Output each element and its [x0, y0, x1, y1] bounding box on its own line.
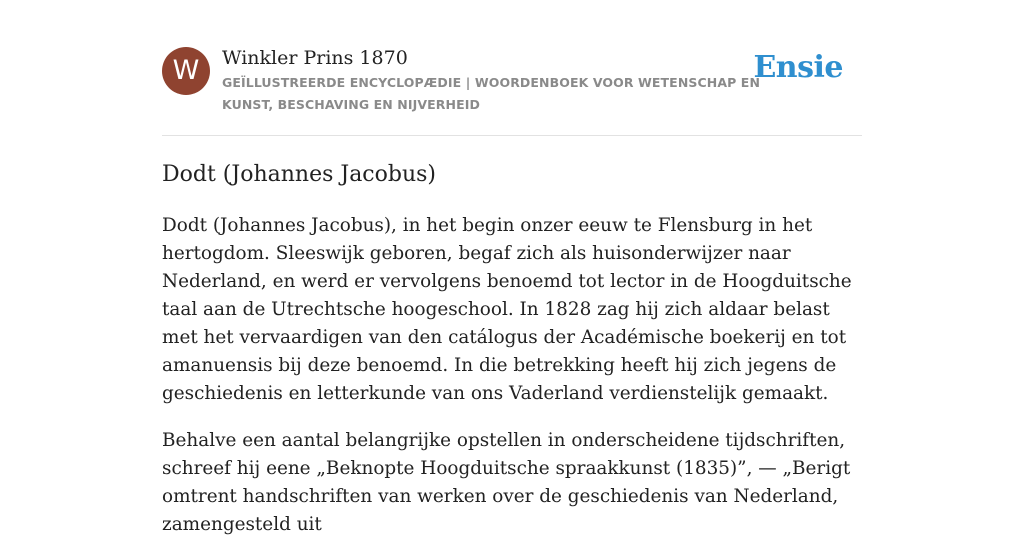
article-title: Dodt (Johannes Jacobus) — [162, 162, 437, 187]
article-paragraph: Behalve een aantal belangrijke opstellen in onderscheidene tijdschriften, schreef hij eene „Beknopte Hoogduitsche spraakkunst (1835)”, — „Berigt omtrent handschriften van werken over de geschiedenis van Nederland, zamengesteld uit — [162, 430, 851, 535]
ensie-logo-link[interactable]: Ensie — [753, 50, 843, 85]
source-title[interactable]: Winkler Prins 1870 — [222, 47, 408, 69]
article-paragraph: Dodt (Johannes Jacobus), in het begin onzer eeuw te Flensburg in het hertogdom. Sleeswijk geboren, begaf zich als huisonderwijzer naar Nederland, en werd er vervolgens benoemd tot lector in de Hoogduitsche taal aan de Utrechtsche hoogeschool. In 1828 zag hij zich aldaar belast met het vervaardigen van den catálogus der Académische boekerij en tot amanuensis bij deze benoemd. In die betrekking heeft hij zich jegens de geschiedenis en letterkunde van ons Vaderland verdienstelijk gemaakt. — [162, 215, 852, 404]
source-header — [162, 44, 862, 136]
article-body — [162, 212, 862, 558]
source-avatar[interactable]: W — [162, 47, 210, 95]
source-subtitle: GEÏLLUSTREERDE ENCYCLOPÆDIE | WOORDENBOEK VOOR WETENSCHAP EN KUNST, BESCHAVING EN NIJVERHEID — [222, 75, 761, 112]
